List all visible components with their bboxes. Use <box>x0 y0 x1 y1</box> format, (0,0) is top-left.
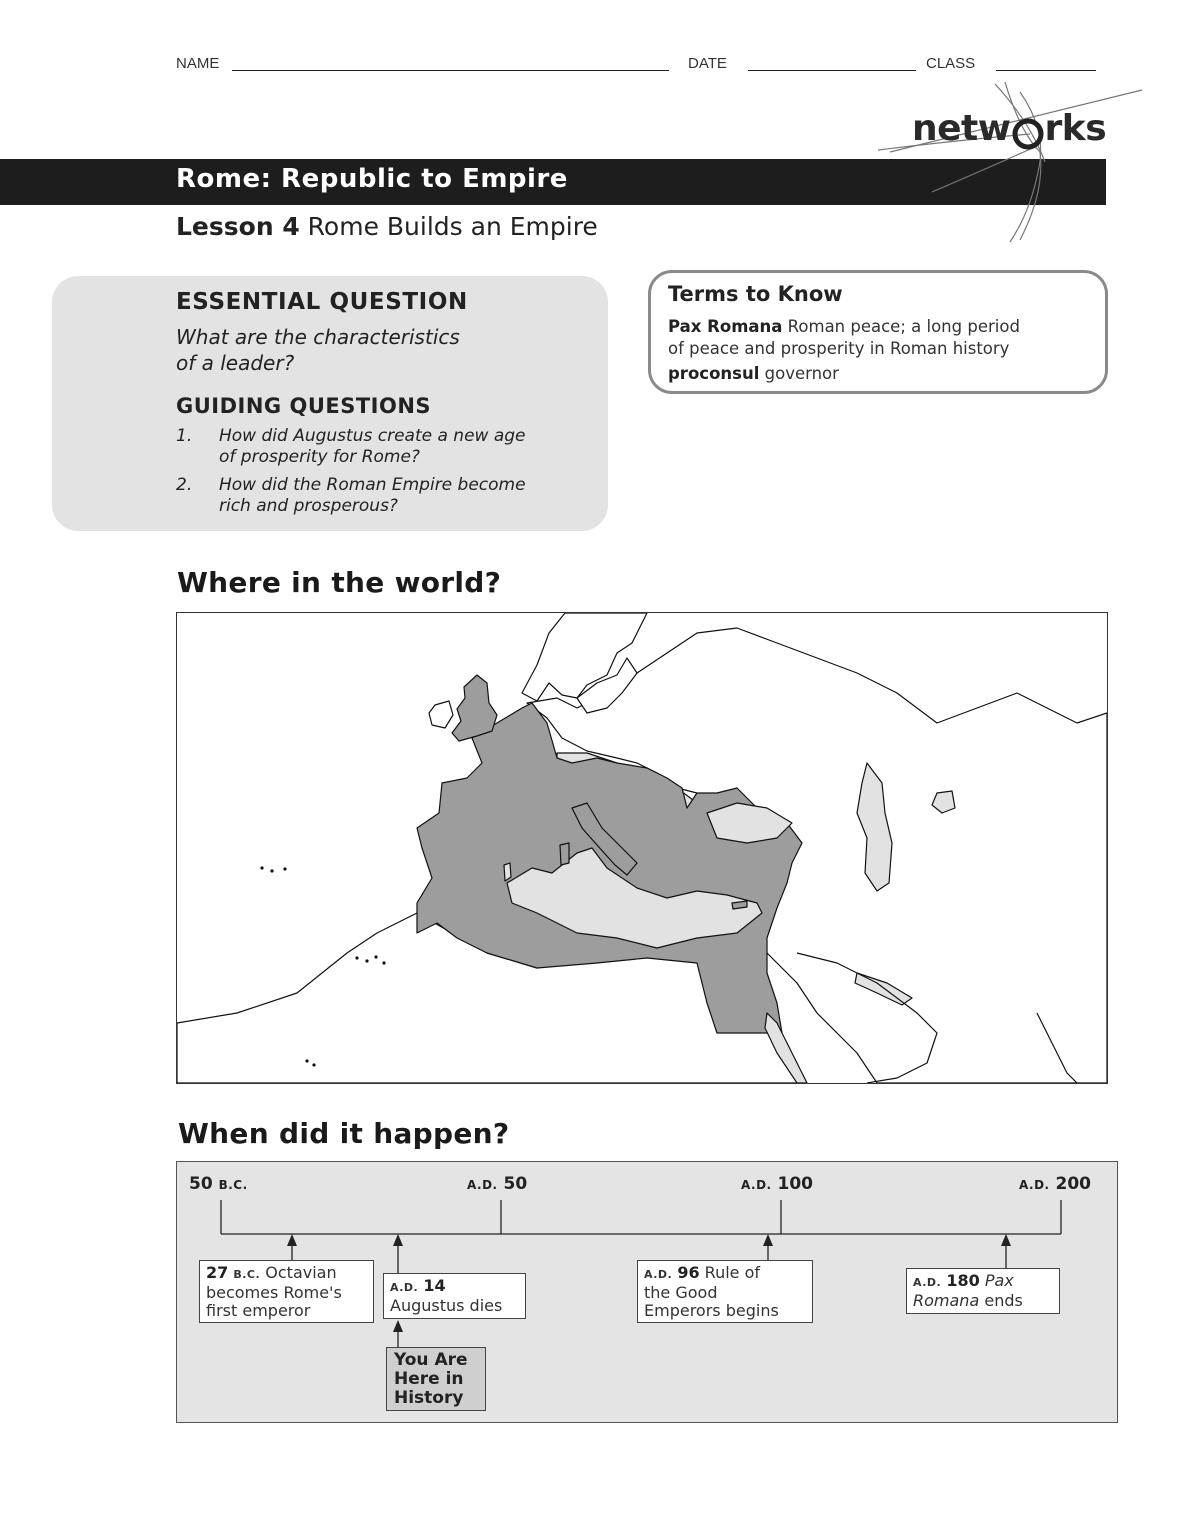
guiding-question-line: of prosperity for Rome? <box>219 447 420 467</box>
logo-text-after: rks <box>1044 108 1107 149</box>
guiding-question-line: rich and prosperous? <box>219 496 398 516</box>
tick-era: A.D. <box>741 1178 772 1192</box>
event-text: Octavian <box>265 1263 337 1282</box>
arrow-head <box>393 1320 403 1332</box>
map-island <box>732 901 747 909</box>
essential-question-panel <box>52 276 608 531</box>
unit-title: Rome: Republic to Empire <box>176 164 568 194</box>
event-date-number: 14 <box>423 1276 446 1295</box>
event-text: Augustus dies <box>390 1296 503 1315</box>
term-word: proconsul <box>668 364 760 383</box>
name-label: NAME <box>176 55 220 72</box>
networks-logo-swirl <box>870 72 1160 247</box>
tick-era: A.D. <box>467 1178 498 1192</box>
lesson-title: Rome Builds an Empire <box>307 212 598 241</box>
guiding-question-line: How did Augustus create a new age <box>219 426 526 446</box>
you-are-here-text: History <box>394 1388 464 1408</box>
networks-logo <box>912 108 1106 154</box>
arrow-head <box>393 1234 403 1246</box>
you-are-here-text: You Are <box>394 1350 468 1370</box>
timeline-section-heading: When did it happen? <box>178 1117 510 1150</box>
event-date-number: 27 <box>206 1263 229 1282</box>
tick-number: 200 <box>1055 1174 1092 1194</box>
arrow-head <box>287 1234 297 1246</box>
logo-text-before: netw <box>912 108 1011 149</box>
guiding-question-text <box>219 475 526 517</box>
guiding-question-text <box>219 426 526 468</box>
class-field[interactable] <box>996 70 1096 71</box>
tick-number: 50 <box>503 1174 528 1194</box>
date-field[interactable] <box>748 70 916 71</box>
arrow-head <box>1001 1234 1011 1246</box>
tick-number: 100 <box>777 1174 814 1194</box>
terms-to-know-box <box>648 270 1108 394</box>
roman-empire-map <box>176 612 1108 1084</box>
map-section-heading: Where in the world? <box>177 566 502 599</box>
tick-number: 50 <box>189 1174 213 1194</box>
event-text: Rule of <box>704 1263 761 1282</box>
term-definition: Roman peace; a long period <box>787 317 1020 336</box>
arrow-head <box>763 1234 773 1246</box>
term-entry <box>668 316 1020 385</box>
event-text: Pax <box>984 1271 1014 1290</box>
guiding-question-number: 1. <box>176 426 193 446</box>
lesson-label: Lesson 4 <box>176 212 300 241</box>
timeline-event-box <box>199 1260 374 1323</box>
timeline-panel <box>176 1161 1118 1423</box>
event-text: Emperors begins <box>644 1301 779 1320</box>
map-ireland <box>429 701 453 728</box>
map-island <box>560 843 569 865</box>
guiding-question-line: How did the Roman Empire become <box>219 475 526 495</box>
terms-heading: Terms to Know <box>668 282 843 306</box>
essential-question-line: What are the characteristics <box>176 325 460 349</box>
guiding-question-number: 2. <box>176 475 193 495</box>
event-date-era: B.C. <box>233 1268 261 1281</box>
you-are-here-box <box>386 1347 486 1411</box>
tick-era: A.D. <box>1019 1178 1050 1192</box>
event-text: first emperor <box>206 1301 311 1320</box>
term-definition: governor <box>764 364 839 383</box>
lesson-heading <box>176 212 598 241</box>
event-text: ends <box>984 1291 1023 1310</box>
timeline-event-box <box>637 1260 813 1323</box>
timeline-event-box <box>906 1268 1060 1314</box>
you-are-here-text: Here in <box>394 1369 464 1389</box>
event-text: the Good <box>644 1283 718 1302</box>
name-field[interactable] <box>232 70 669 71</box>
map-britain <box>452 675 497 741</box>
term-word: Pax Romana <box>668 317 783 336</box>
event-text: becomes Rome's <box>206 1283 342 1302</box>
date-label: DATE <box>688 55 727 72</box>
event-date-era: A.D. <box>390 1281 419 1294</box>
map-graphic <box>177 613 1107 1083</box>
event-date-number: 180 <box>946 1271 980 1290</box>
essential-question-heading: ESSENTIAL QUESTION <box>176 289 468 315</box>
essential-question-line: of a leader? <box>176 351 295 375</box>
event-date-era: A.D. <box>644 1268 673 1281</box>
guiding-questions-heading: GUIDING QUESTIONS <box>176 394 432 418</box>
timeline-event-box <box>383 1273 526 1319</box>
tick-era: B.C. <box>218 1178 248 1192</box>
event-date-era: A.D. <box>913 1276 942 1289</box>
essential-question-text <box>176 324 460 376</box>
class-label: CLASS <box>926 55 976 72</box>
event-text: Romana <box>913 1291 980 1310</box>
map-island <box>504 863 511 881</box>
term-definition: of peace and prosperity in Roman history <box>668 339 1010 358</box>
event-date-number: 96 <box>677 1263 700 1282</box>
